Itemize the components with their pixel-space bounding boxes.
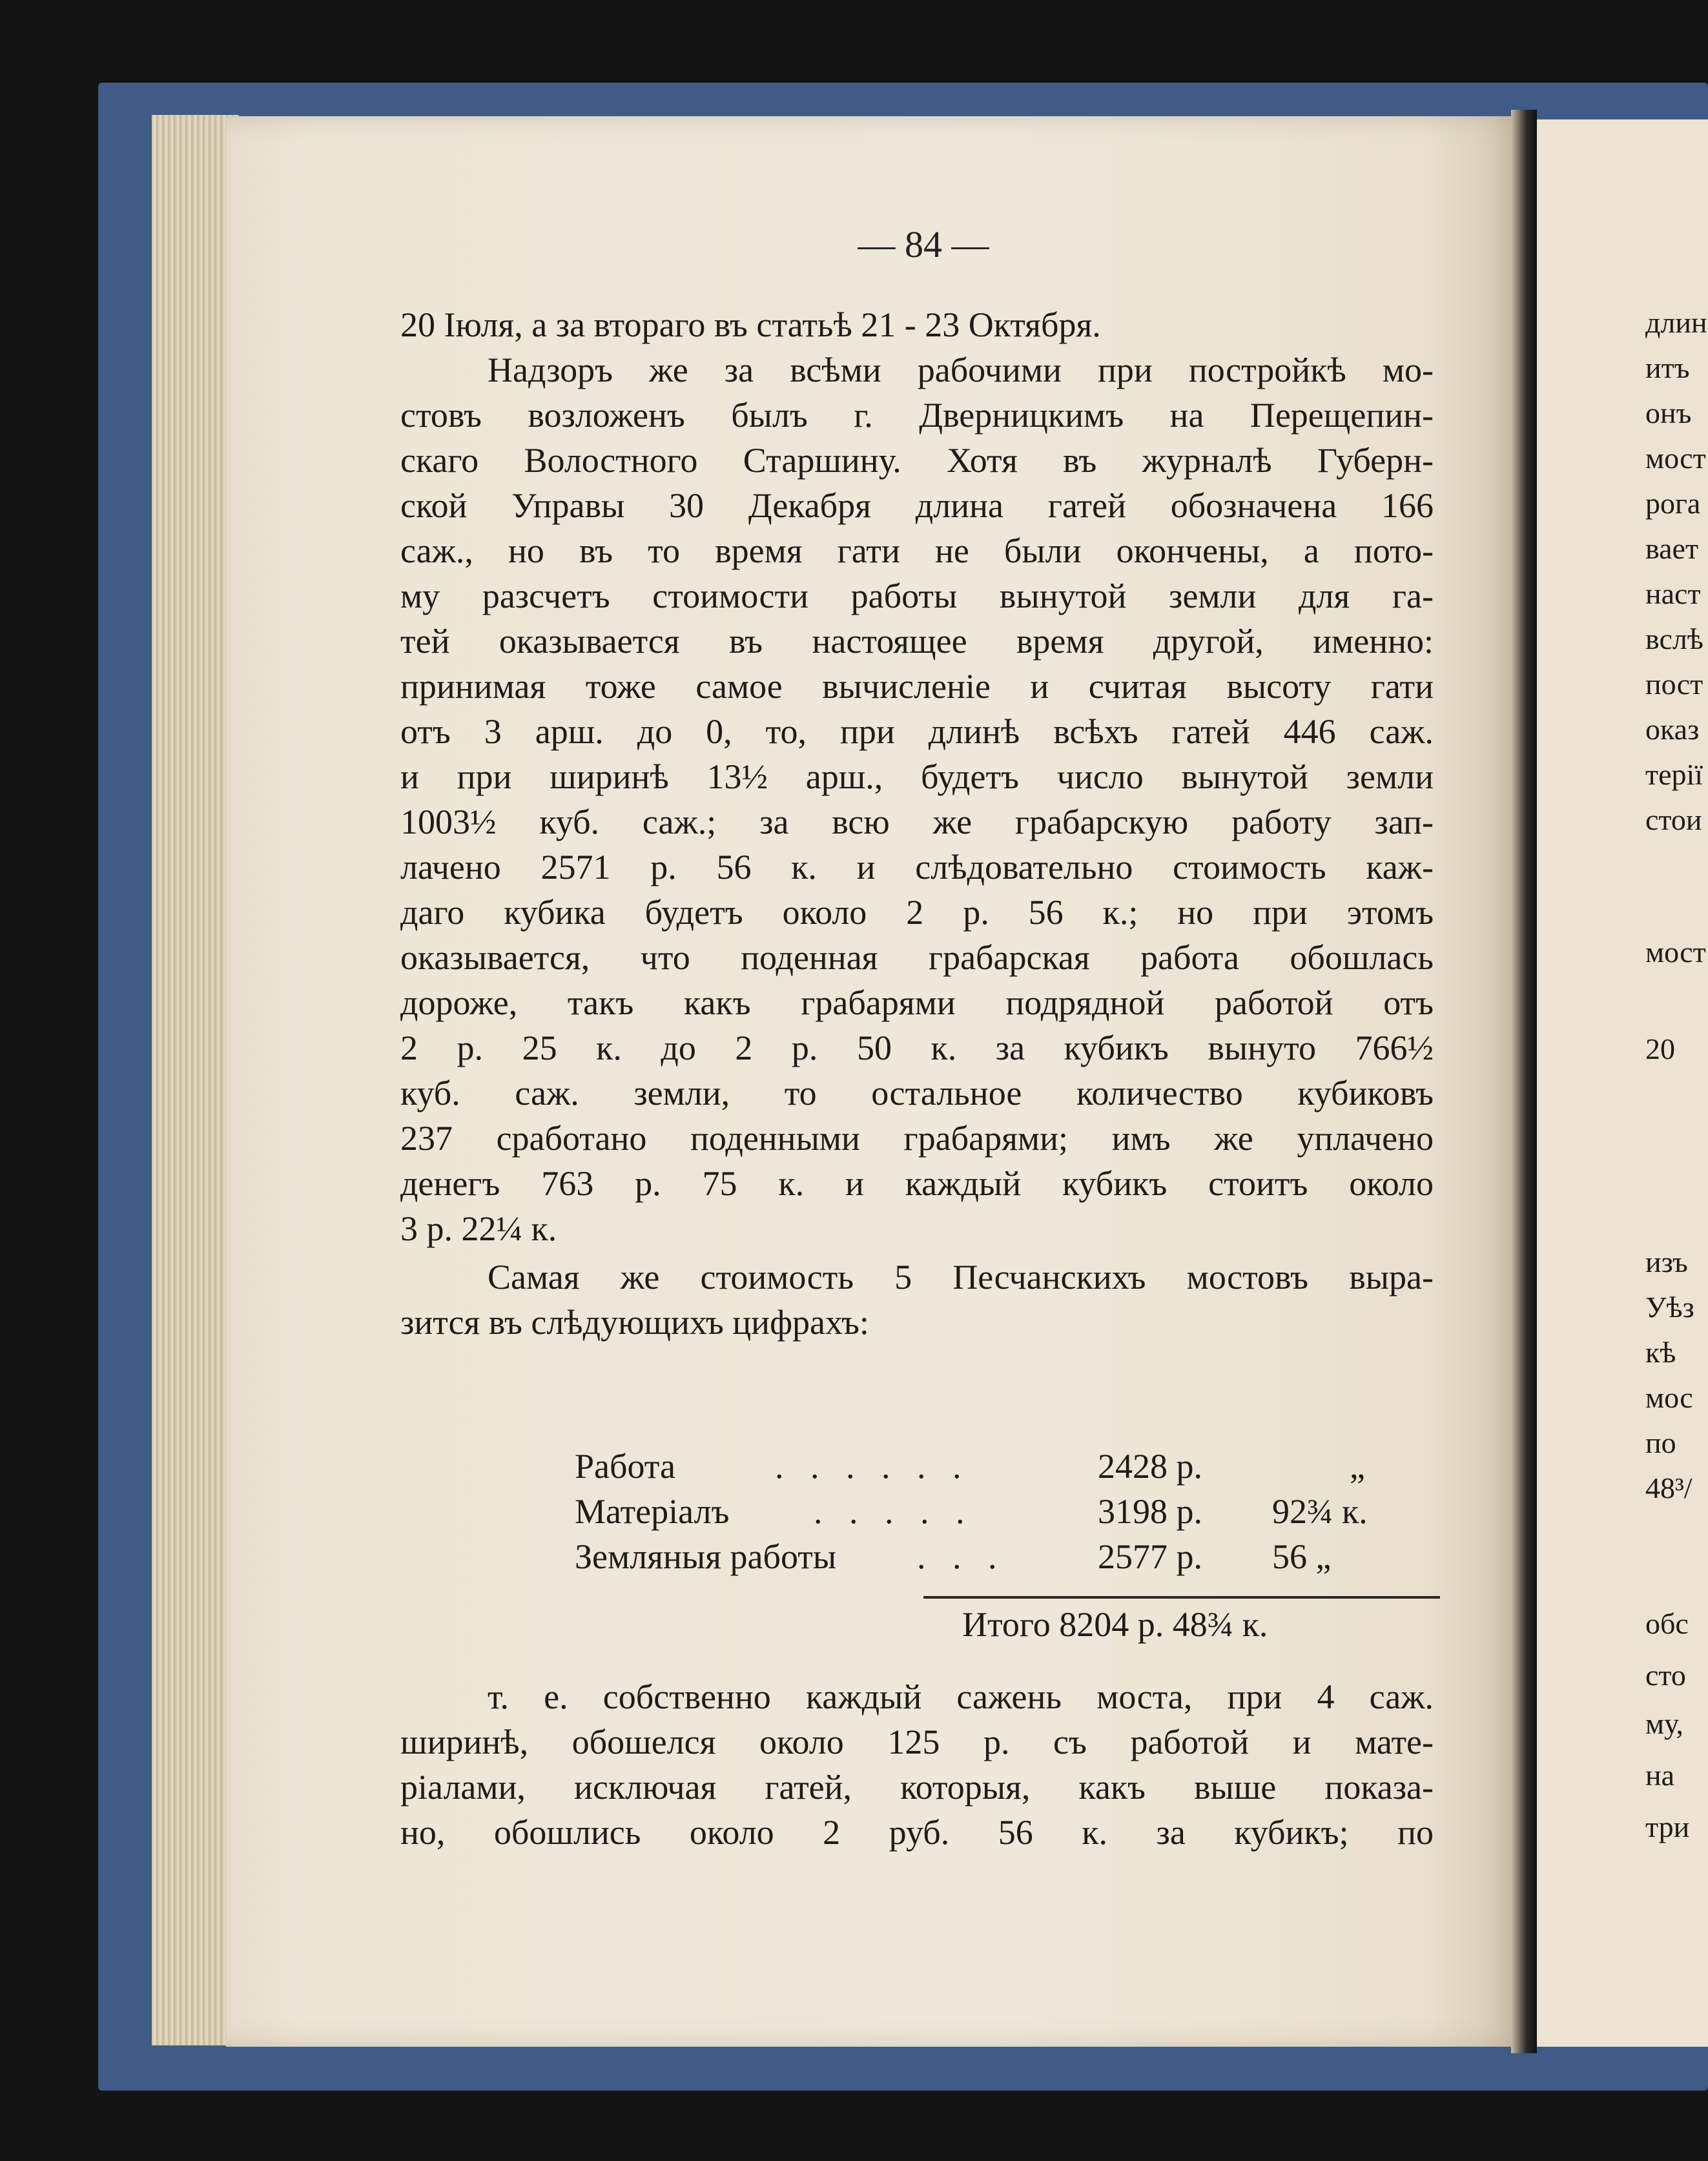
next-page-fragment: мост [1645, 442, 1706, 475]
cost-kopecks: „ [1350, 1447, 1365, 1486]
text-line: но, обошлись около 2 руб. 56 к. за кубикъ; по [400, 1813, 1434, 1852]
next-page-fragment: терії [1645, 758, 1703, 791]
leader-dots: . . . [917, 1537, 1006, 1576]
text-line: зится въ слѣдующихъ цифрахъ: [400, 1303, 869, 1342]
text-line: 3 р. 22¼ к. [400, 1209, 557, 1248]
page-number: — 84 — [858, 223, 989, 265]
cost-kopecks: 56 „ [1272, 1537, 1332, 1576]
next-page-fragment: на [1645, 1759, 1675, 1792]
text-line: саж., но въ то время гати не были окончены, а пото- [400, 531, 1434, 570]
text-line: му разсчетъ стоимости работы вынутой земли для га- [400, 577, 1434, 615]
text-line: оказывается, что поденная грабарская работа обошлась [400, 938, 1434, 977]
text-line: денегъ 763 р. 75 к. и каждый кубикъ стоитъ около [400, 1164, 1434, 1203]
next-page-fragment: пост [1645, 668, 1703, 701]
text-line: лачено 2571 р. 56 к. и слѣдовательно стоимость каж- [400, 848, 1434, 886]
next-page-fragment: кѣ [1645, 1336, 1676, 1369]
cost-rubles: 2428 р. [1098, 1447, 1202, 1486]
next-page-fragment: оказ [1645, 713, 1700, 746]
cost-label: Земляныя работы [575, 1537, 837, 1576]
next-page-fragment: му, [1645, 1707, 1684, 1740]
cost-row [575, 1490, 1446, 1533]
text-line: дороже, такъ какъ грабарями подрядной работой отъ [400, 983, 1434, 1022]
text-line: 237 сработано поденными грабарями; имъ же уплачено [400, 1119, 1434, 1158]
cost-rubles: 2577 р. [1098, 1537, 1202, 1576]
text-line: ріалами, исключая гатей, которыя, какъ выше показа- [400, 1768, 1434, 1807]
next-page-fragment: три [1645, 1810, 1690, 1843]
cost-label: Работа [575, 1447, 675, 1486]
text-line: 1003½ куб. саж.; за всю же грабарскую работу зап- [400, 803, 1434, 841]
text-line: 2 р. 25 к. до 2 р. 50 к. за кубикъ вынуто 766½ [400, 1029, 1434, 1067]
sum-rule [923, 1596, 1440, 1599]
next-page-fragment: рога [1645, 487, 1701, 520]
next-page-fragment: стои [1645, 803, 1702, 836]
text-line: Самая же стоимость 5 Песчанскихъ мостовъ выра- [488, 1258, 1434, 1296]
cost-kopecks: 92¾ к. [1272, 1492, 1368, 1531]
book-gutter [1511, 110, 1537, 2053]
next-page-fragment: 20 [1645, 1032, 1675, 1065]
next-page-fragment: мос [1645, 1381, 1693, 1414]
next-page-fragment: длин [1645, 306, 1707, 339]
next-page-fragment: онъ [1645, 396, 1692, 429]
next-page-fragment: итъ [1645, 351, 1690, 384]
cost-row [575, 1535, 1446, 1578]
text-line: Надзоръ же за всѣми рабочими при постройкѣ мо- [488, 351, 1434, 389]
next-page-fragment: сто [1645, 1659, 1686, 1692]
text-line: ской Управы 30 Декабря длина гатей обозначена 166 [400, 486, 1434, 525]
text-line: скаго Волостного Старшину. Хотя въ журналѣ Губерн- [400, 441, 1434, 480]
text-line: принимая тоже самое вычисленіе и считая высоту гати [400, 667, 1434, 706]
next-page-fragment: 48³/ [1645, 1471, 1693, 1504]
text-line: куб. саж. земли, то остальное количество кубиковъ [400, 1074, 1434, 1112]
next-page-fragment: по [1645, 1426, 1676, 1459]
text-line: т. е. собственно каждый сажень моста, при 4 саж. [488, 1677, 1434, 1716]
text-line: стовъ возложенъ былъ г. Дверницкимъ на Перещепин- [400, 396, 1434, 435]
next-page-fragment: изъ [1645, 1245, 1688, 1278]
next-page-fragment: Уѣз [1645, 1291, 1694, 1324]
text-line: тей оказывается въ настоящее время другой, именно: [400, 622, 1434, 661]
text-line: отъ 3 арш. до 0, то, при длинѣ всѣхъ гатей 446 саж. [400, 712, 1434, 751]
next-page-fragment: вает [1645, 532, 1699, 565]
cost-rubles: 3198 р. [1098, 1492, 1202, 1531]
text-line: и при ширинѣ 13½ арш., будетъ число вынутой земли [400, 757, 1434, 796]
cost-label: Матеріалъ [575, 1492, 730, 1531]
total-row: Итого 8204 р. 48¾ к. [962, 1605, 1268, 1644]
text-line: даго кубика будетъ около 2 р. 56 к.; но при этомъ [400, 893, 1434, 932]
text-line: ширинѣ, обошелся около 125 р. съ работой и мате- [400, 1723, 1434, 1761]
leader-dots: . . . . . . [775, 1447, 971, 1486]
leader-dots: . . . . . [814, 1492, 974, 1531]
cost-row [575, 1445, 1446, 1488]
text-line: 20 Іюля, а за втораго въ статьѣ 21 - 23 Октября. [400, 305, 1101, 344]
next-page-fragment: обс [1645, 1607, 1689, 1640]
next-page-fragment: наст [1645, 577, 1701, 610]
next-page-fragment: мост [1645, 936, 1706, 968]
next-page-fragment: вслѣ [1645, 622, 1703, 655]
